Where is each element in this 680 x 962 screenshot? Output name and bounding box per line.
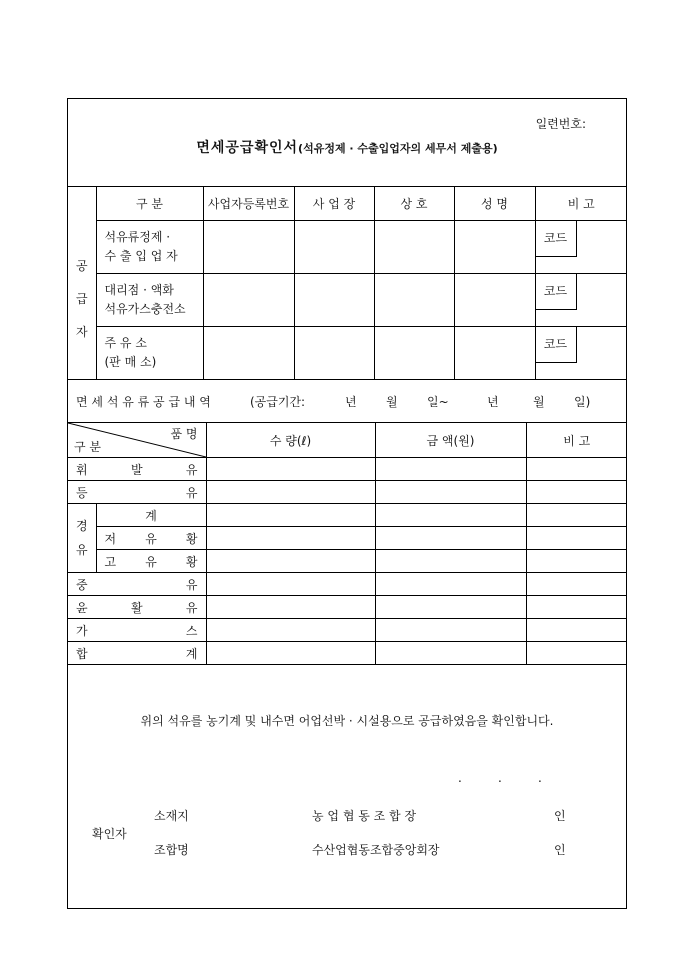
- confirmer-label: 확인자: [92, 827, 127, 841]
- table-row: [68, 619, 627, 642]
- col-category: 구 분: [96, 187, 203, 221]
- quantity-field[interactable]: [206, 619, 375, 642]
- code-box: 코드: [536, 274, 577, 310]
- business-number-field[interactable]: [203, 327, 294, 380]
- row-label: 석유류정제 · 수 출 입 업 자: [96, 221, 203, 274]
- table-row: [68, 550, 627, 573]
- table-row: [68, 527, 627, 550]
- col-quantity: 수 량(ℓ): [206, 423, 375, 458]
- amount-field[interactable]: [375, 504, 526, 527]
- year-2: 년: [487, 395, 499, 409]
- table-row: [68, 327, 627, 380]
- col-name: 성 명: [454, 187, 535, 221]
- amount-field[interactable]: [375, 642, 526, 665]
- confirmation-form: [67, 98, 627, 909]
- amount-field[interactable]: [375, 619, 526, 642]
- quantity-field[interactable]: [206, 573, 375, 596]
- business-place-field[interactable]: [294, 274, 374, 327]
- table-row: [68, 573, 627, 596]
- remark-field[interactable]: [526, 573, 627, 596]
- remark-field[interactable]: [526, 550, 627, 573]
- col-amount: 금 액(원): [375, 423, 526, 458]
- diagonal-header: [68, 423, 206, 458]
- month-1: 월: [386, 395, 398, 409]
- quantity-field[interactable]: [206, 481, 375, 504]
- row-label: 휘 발 유: [68, 458, 206, 481]
- form-title: [68, 137, 626, 157]
- title-main: 면세공급확인서: [196, 140, 299, 156]
- diag-top-label: 품 명: [170, 427, 198, 441]
- remark-field[interactable]: [535, 274, 627, 327]
- row-label: 합 계: [68, 642, 206, 665]
- remark-field[interactable]: [535, 327, 627, 380]
- trade-name-field[interactable]: [374, 327, 454, 380]
- trade-name-field[interactable]: [374, 221, 454, 274]
- remark-field[interactable]: [535, 221, 627, 274]
- row-label: 대리점 · 액화 석유가스충전소: [96, 274, 203, 327]
- org-agri-coop: 농 업 협 동 조 합 장: [312, 809, 417, 823]
- col-business-place: 사 업 장: [294, 187, 374, 221]
- year-1: 년: [345, 395, 357, 409]
- remark-field[interactable]: [526, 504, 627, 527]
- month-2: 월: [533, 395, 545, 409]
- row-label: 주 유 소 (판 매 소): [96, 327, 203, 380]
- period-title: 면 세 석 유 류 공 급 내 역: [76, 395, 211, 409]
- col-remarks: 비 고: [526, 423, 627, 458]
- row-label: 고 유 황: [96, 550, 206, 573]
- trade-name-field[interactable]: [374, 274, 454, 327]
- supplier-table: [68, 186, 627, 380]
- remark-field[interactable]: [526, 596, 627, 619]
- diag-bottom-label: 구 분: [74, 440, 101, 454]
- remark-field[interactable]: [526, 619, 627, 642]
- business-number-field[interactable]: [203, 221, 294, 274]
- quantity-field[interactable]: [206, 642, 375, 665]
- amount-field[interactable]: [375, 481, 526, 504]
- business-place-field[interactable]: [294, 221, 374, 274]
- table-row: [68, 274, 627, 327]
- row-label: 윤 활 유: [68, 596, 206, 619]
- quantity-field[interactable]: [206, 458, 375, 481]
- confirmation-statement: 위의 석유를 농기계 및 내수면 어업선박 · 시설용으로 공급하였음을 확인합니다.: [140, 714, 554, 728]
- col-business-number: 사업자등록번호: [203, 187, 294, 221]
- quantity-field[interactable]: [206, 504, 375, 527]
- title-sub: (석유정제 · 수출입업자의 세무서 제출용): [298, 142, 498, 155]
- date-dots: . . .: [458, 771, 542, 785]
- amount-field[interactable]: [375, 550, 526, 573]
- table-row: [68, 596, 627, 619]
- serial-number-label: 일련번호:: [535, 117, 586, 131]
- code-box: 코드: [536, 327, 577, 363]
- remark-field[interactable]: [526, 642, 627, 665]
- day-1: 일~: [427, 395, 449, 409]
- quantity-field[interactable]: [206, 527, 375, 550]
- period-label: (공급기간:: [250, 395, 306, 409]
- col-remarks: 비 고: [535, 187, 627, 221]
- amount-field[interactable]: [375, 573, 526, 596]
- day-2: 일): [574, 395, 591, 409]
- union-label: 조합명: [154, 843, 189, 857]
- remark-field[interactable]: [526, 458, 627, 481]
- name-field[interactable]: [454, 221, 535, 274]
- row-label: 중 유: [68, 573, 206, 596]
- table-row: [68, 642, 627, 665]
- row-label: 가 스: [68, 619, 206, 642]
- business-place-field[interactable]: [294, 327, 374, 380]
- table-row: [68, 458, 627, 481]
- org-fishery-coop: 수산업협동조합중앙회장: [312, 843, 440, 857]
- name-field[interactable]: [454, 327, 535, 380]
- supply-period: [68, 382, 627, 422]
- diesel-group-label: 경 유: [68, 504, 96, 573]
- amount-field[interactable]: [375, 527, 526, 550]
- code-box: 코드: [536, 221, 577, 257]
- name-field[interactable]: [454, 274, 535, 327]
- remark-field[interactable]: [526, 481, 627, 504]
- table-row: [68, 481, 627, 504]
- detail-table: [68, 422, 627, 665]
- remark-field[interactable]: [526, 527, 627, 550]
- table-row: [68, 504, 627, 527]
- seal-mark-1[interactable]: 인: [554, 809, 566, 823]
- supplier-side-label: 공 급 자: [68, 187, 96, 380]
- amount-field[interactable]: [375, 596, 526, 619]
- col-trade-name: 상 호: [374, 187, 454, 221]
- seal-mark-2[interactable]: 인: [554, 843, 566, 857]
- quantity-field[interactable]: [206, 550, 375, 573]
- amount-field[interactable]: [375, 458, 526, 481]
- quantity-field[interactable]: [206, 596, 375, 619]
- row-label: 등 유: [68, 481, 206, 504]
- row-label: 계: [96, 504, 206, 527]
- row-label: 저 유 황: [96, 527, 206, 550]
- business-number-field[interactable]: [203, 274, 294, 327]
- table-row: [68, 221, 627, 274]
- location-label: 소재지: [154, 809, 189, 823]
